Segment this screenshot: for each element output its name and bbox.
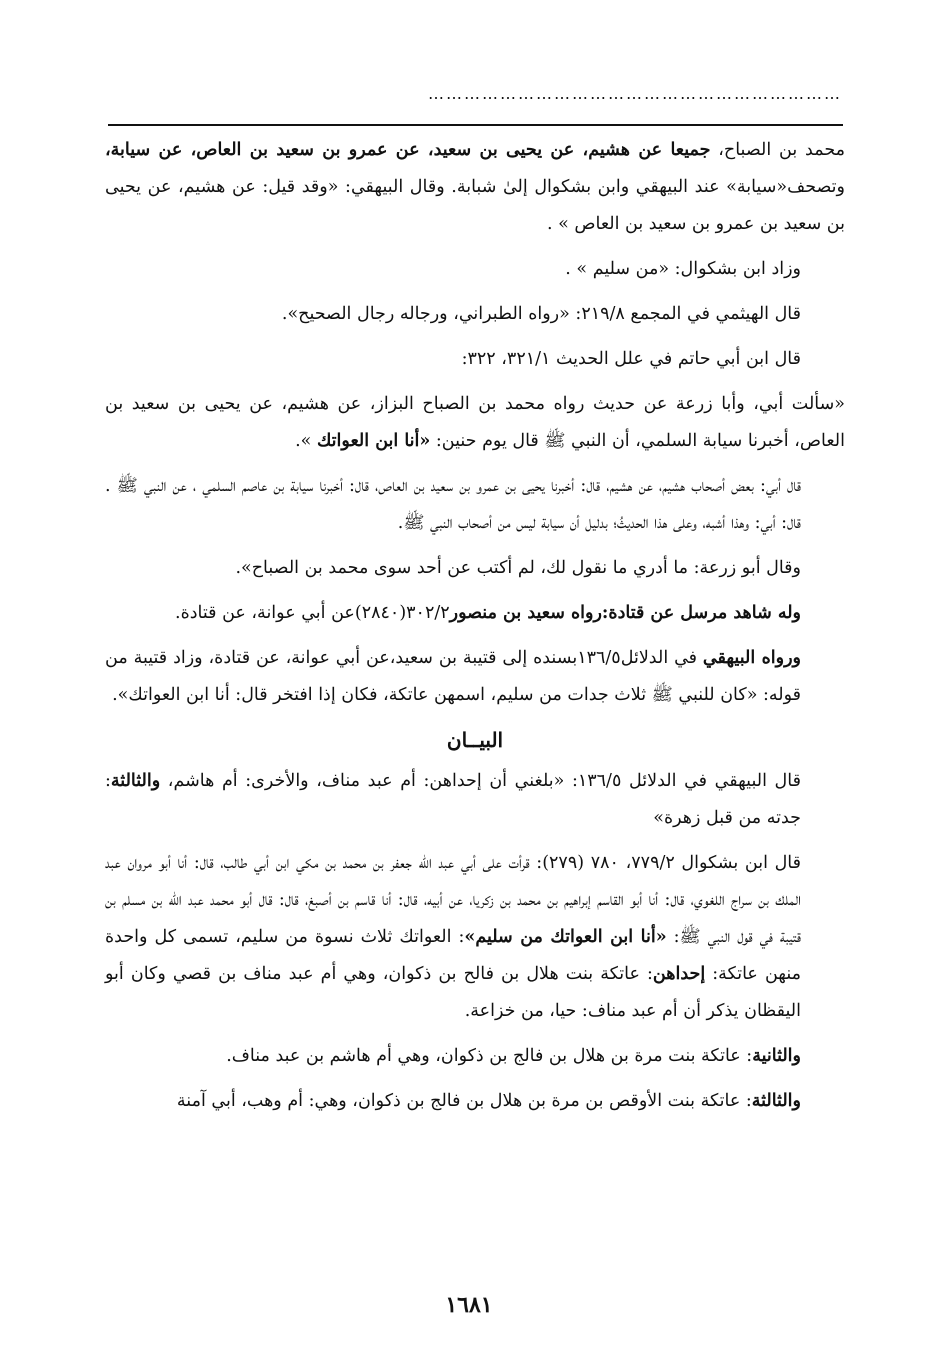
bold-text-segment: «أنا ابن العواتك <box>316 431 431 451</box>
paragraph <box>105 251 845 288</box>
paragraph <box>105 132 845 243</box>
paragraph <box>105 1083 845 1120</box>
text-segment: قال البيهقي في الدلائل ١٣٦/٥: «بلغني أن إحداهن: أم عبد مناف، والأخرى: أم هاشم، <box>160 771 801 791</box>
text-segment: قال ابن بشكوال ٧٧٩/٢، ٧٨٠ (٢٧٩): قرأت على أبي عبد الله جعفر بن محمد بن مكي ابن أبي طالب، قال: أنا أبو مروان عبد الملك بن سراج اللغوي، قال: أنا أبو القاسم إبراهيم بن محمد بن زكريا، عن أبيه، قال: أنا قاسم بن أصبغ، قال: قال أبو محمد عبد الله بن مسلم بن قتيبة في قول النبي ﷺ: <box>105 853 802 947</box>
paragraph <box>105 845 845 1030</box>
paragraph <box>105 341 845 378</box>
paragraph <box>105 763 845 837</box>
section-heading: البيــان <box>446 728 504 752</box>
paragraph <box>105 468 845 542</box>
text-segment: قال أبي: بعض أصحاب هشيم، عن هشيم، قال: أخبرنا يحيى بن عمرو بن سعيد بن العاص، قال: أخبرنا سيابة بن عاصم السلمي ، عن النبي ﷺ . قال: أبي: وهذا أشبه، وعلى هذا الحديثُ؛ بدليل أن سيابة ليس من أصحاب النبي ﷺ. <box>105 476 801 533</box>
text-segment: : عاتكة بنت مرة بن هلال بن فالج بن ذكوان، وهي أم هاشم بن عبد مناف. <box>226 1046 753 1066</box>
text-segment: «سألت أبي، وأبا زرعة عن حديث رواه محمد بن الصباح البزاز، عن هشيم، عن يحيى بن سعيد بن العاص، أخبرنا سيابة السلمي، أن النبي ﷺ قال يوم حنين: <box>105 394 845 451</box>
bold-text-segment: وله شاهد مرسل عن قتادة:رواه سعيد بن منصور <box>449 603 801 623</box>
text-segment: وزاد ابن بشكوال: «من سليم » . <box>565 259 801 279</box>
footnote-separator-rule <box>108 124 843 126</box>
paragraph <box>105 386 845 460</box>
text-segment: ». <box>295 431 317 451</box>
paragraph <box>105 595 845 632</box>
paragraphs-top <box>105 132 845 714</box>
page-number: ١٦٨١ <box>445 1292 493 1318</box>
text-segment: محمد بن الصباح، <box>710 140 846 160</box>
text-segment: في الدلائل١٣٦/٥بسنده إلى قتيبة بن سعيد،عن أبي عوانة، عن قتادة، وزاد قتيبة من قوله: «كان للنبي ﷺ ثلاث جدات من سليم، اسمهن عاتكة، فكان إذا افتخر قال: أنا ابن العواتك». <box>105 648 801 705</box>
paragraph <box>105 1038 845 1075</box>
text-segment: وتصحف«سيابة» عند البيهقي وابن بشكوال إلىٰ شبابة. وقال البيهقي: «وقد قيل: عن هشيم، عن يحيى بن سعيد بن عمرو بن سعيد بن العاص » . <box>105 177 845 234</box>
text-segment: : عاتكة بنت الأوقص بن مرة بن هلال بن فالج بن ذكوان، وهي: أم وهب، أبي آمنة <box>176 1091 752 1111</box>
page-body <box>105 132 845 1120</box>
text-segment: : عاتكة بنت هلال بن فالح بن ذكوان، وهي أم عبد مناف بن قصي وكان أبو اليقظان يذكر أن أم عبد مناف: حيا، من خزاعة. <box>105 964 801 1021</box>
paragraphs-bayan <box>105 763 845 1120</box>
bold-text-segment: والثانية <box>752 1046 801 1066</box>
bold-text-segment: ورواه البيهقي <box>702 648 801 668</box>
bold-text-segment: والثالثة <box>751 1091 801 1111</box>
bold-text-segment: والثالثة <box>110 771 161 791</box>
text-segment: قال ابن أبي حاتم في علل الحديث ٣٢١/١، ٣٢٢: <box>461 349 801 369</box>
text-segment: قال الهيثمي في المجمع ٢١٩/٨: «رواه الطبراني، ورجاله رجال الصحيح». <box>281 304 801 324</box>
paragraph <box>105 550 845 587</box>
paragraph <box>105 296 845 333</box>
text-segment: وقال أبو زرعة: ما أدري ما نقول لك، لم أكتب عن أحد سوى محمد بن الصباح». <box>235 558 801 578</box>
bold-text-segment: إحداهن <box>652 964 706 984</box>
text-segment: : جدته من قبل زهرة» <box>105 771 801 828</box>
header-dotted-line: …………………………………………………………… <box>428 84 842 103</box>
bold-text-segment: جميعا عن هشيم، عن يحيى بن سعيد، عن عمرو بن سعيد بن العاص، عن سيابة، <box>105 140 711 160</box>
text-segment: ٣٠٢/٢(٢٨٤٠)عن أبي عوانة، عن قتادة. <box>175 603 450 623</box>
paragraph <box>105 640 845 714</box>
bold-text-segment: «أنا ابن العواتك من سليم» <box>464 927 667 947</box>
text-segment: : العواتك ثلاث نسوة من سليم، تسمى كل واحدة منهن عاتكة: <box>105 927 801 984</box>
